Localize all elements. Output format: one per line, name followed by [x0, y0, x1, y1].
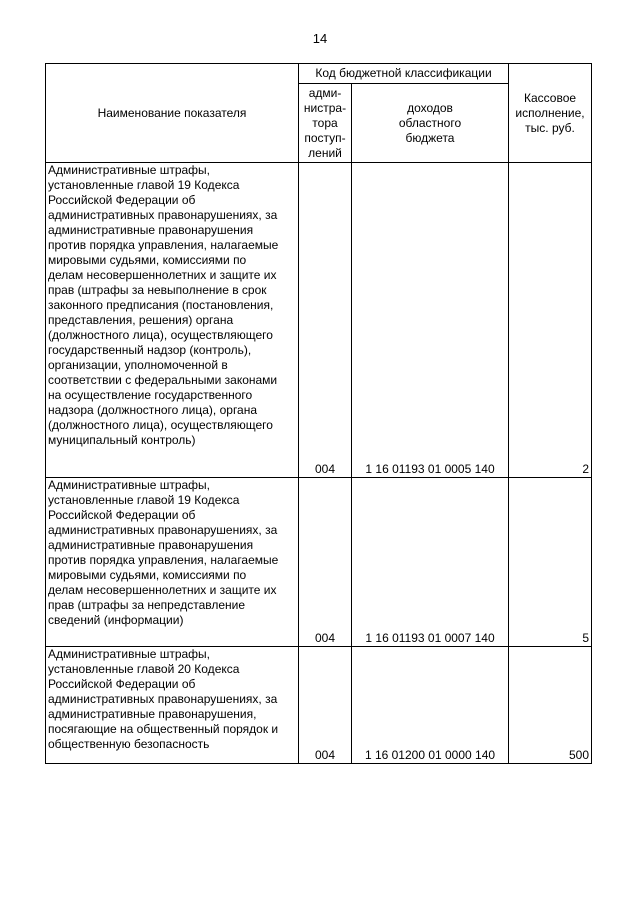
table-row — [46, 478, 592, 647]
header-income: доходов областного бюджета — [352, 84, 509, 163]
row-name: Административные штрафы, установленные главой 19 Кодекса Российской Федерации об административных правонарушениях, за административные правонарушения против порядка управления, налагаемые мировыми судьями, комиссиями по делам несовершеннолетних и защите их прав (штрафы за непредставление сведений (информации) — [46, 478, 299, 647]
table-row — [46, 163, 592, 478]
header-name: Наименование показателя — [46, 64, 299, 163]
row-admin-code: 004 — [299, 647, 352, 764]
row-admin-code: 004 — [299, 478, 352, 647]
header-row-1 — [46, 64, 592, 84]
row-amount: 500 — [509, 647, 592, 764]
row-amount: 5 — [509, 478, 592, 647]
row-income-code: 1 16 01200 01 0000 140 — [352, 647, 509, 764]
row-name: Административные штрафы, установленные главой 19 Кодекса Российской Федерации об административных правонарушениях, за административные правонарушения против порядка управления, налагаемые мировыми судьями, комиссиями по делам несовершеннолетних и защите их прав (штрафы за невыполнение в срок законного предписания (постановления, представления, решения) органа (должностного лица), осуществляющего государственный надзор (контроль), организации, уполномоченной в соответствии с федеральными законами на осуществление государственного надзора (должностного лица), органа (должностного лица), осуществляющего муниципальный контроль) — [46, 163, 299, 478]
budget-table — [45, 63, 592, 764]
header-cash: Кассовое исполнение, тыс. руб. — [509, 64, 592, 163]
row-admin-code: 004 — [299, 163, 352, 478]
row-income-code: 1 16 01193 01 0007 140 — [352, 478, 509, 647]
header-code-group: Код бюджетной классификации — [299, 64, 509, 84]
row-name: Административные штрафы, установленные главой 20 Кодекса Российской Федерации об административных правонарушениях, за административные правонарушения, посягающие на общественный порядок и общественную безопасность — [46, 647, 299, 764]
row-amount: 2 — [509, 163, 592, 478]
page-number: 14 — [312, 31, 328, 46]
table-row — [46, 647, 592, 764]
header-admin: адми- нистра- тора поступ- лений — [299, 84, 352, 163]
row-income-code: 1 16 01193 01 0005 140 — [352, 163, 509, 478]
